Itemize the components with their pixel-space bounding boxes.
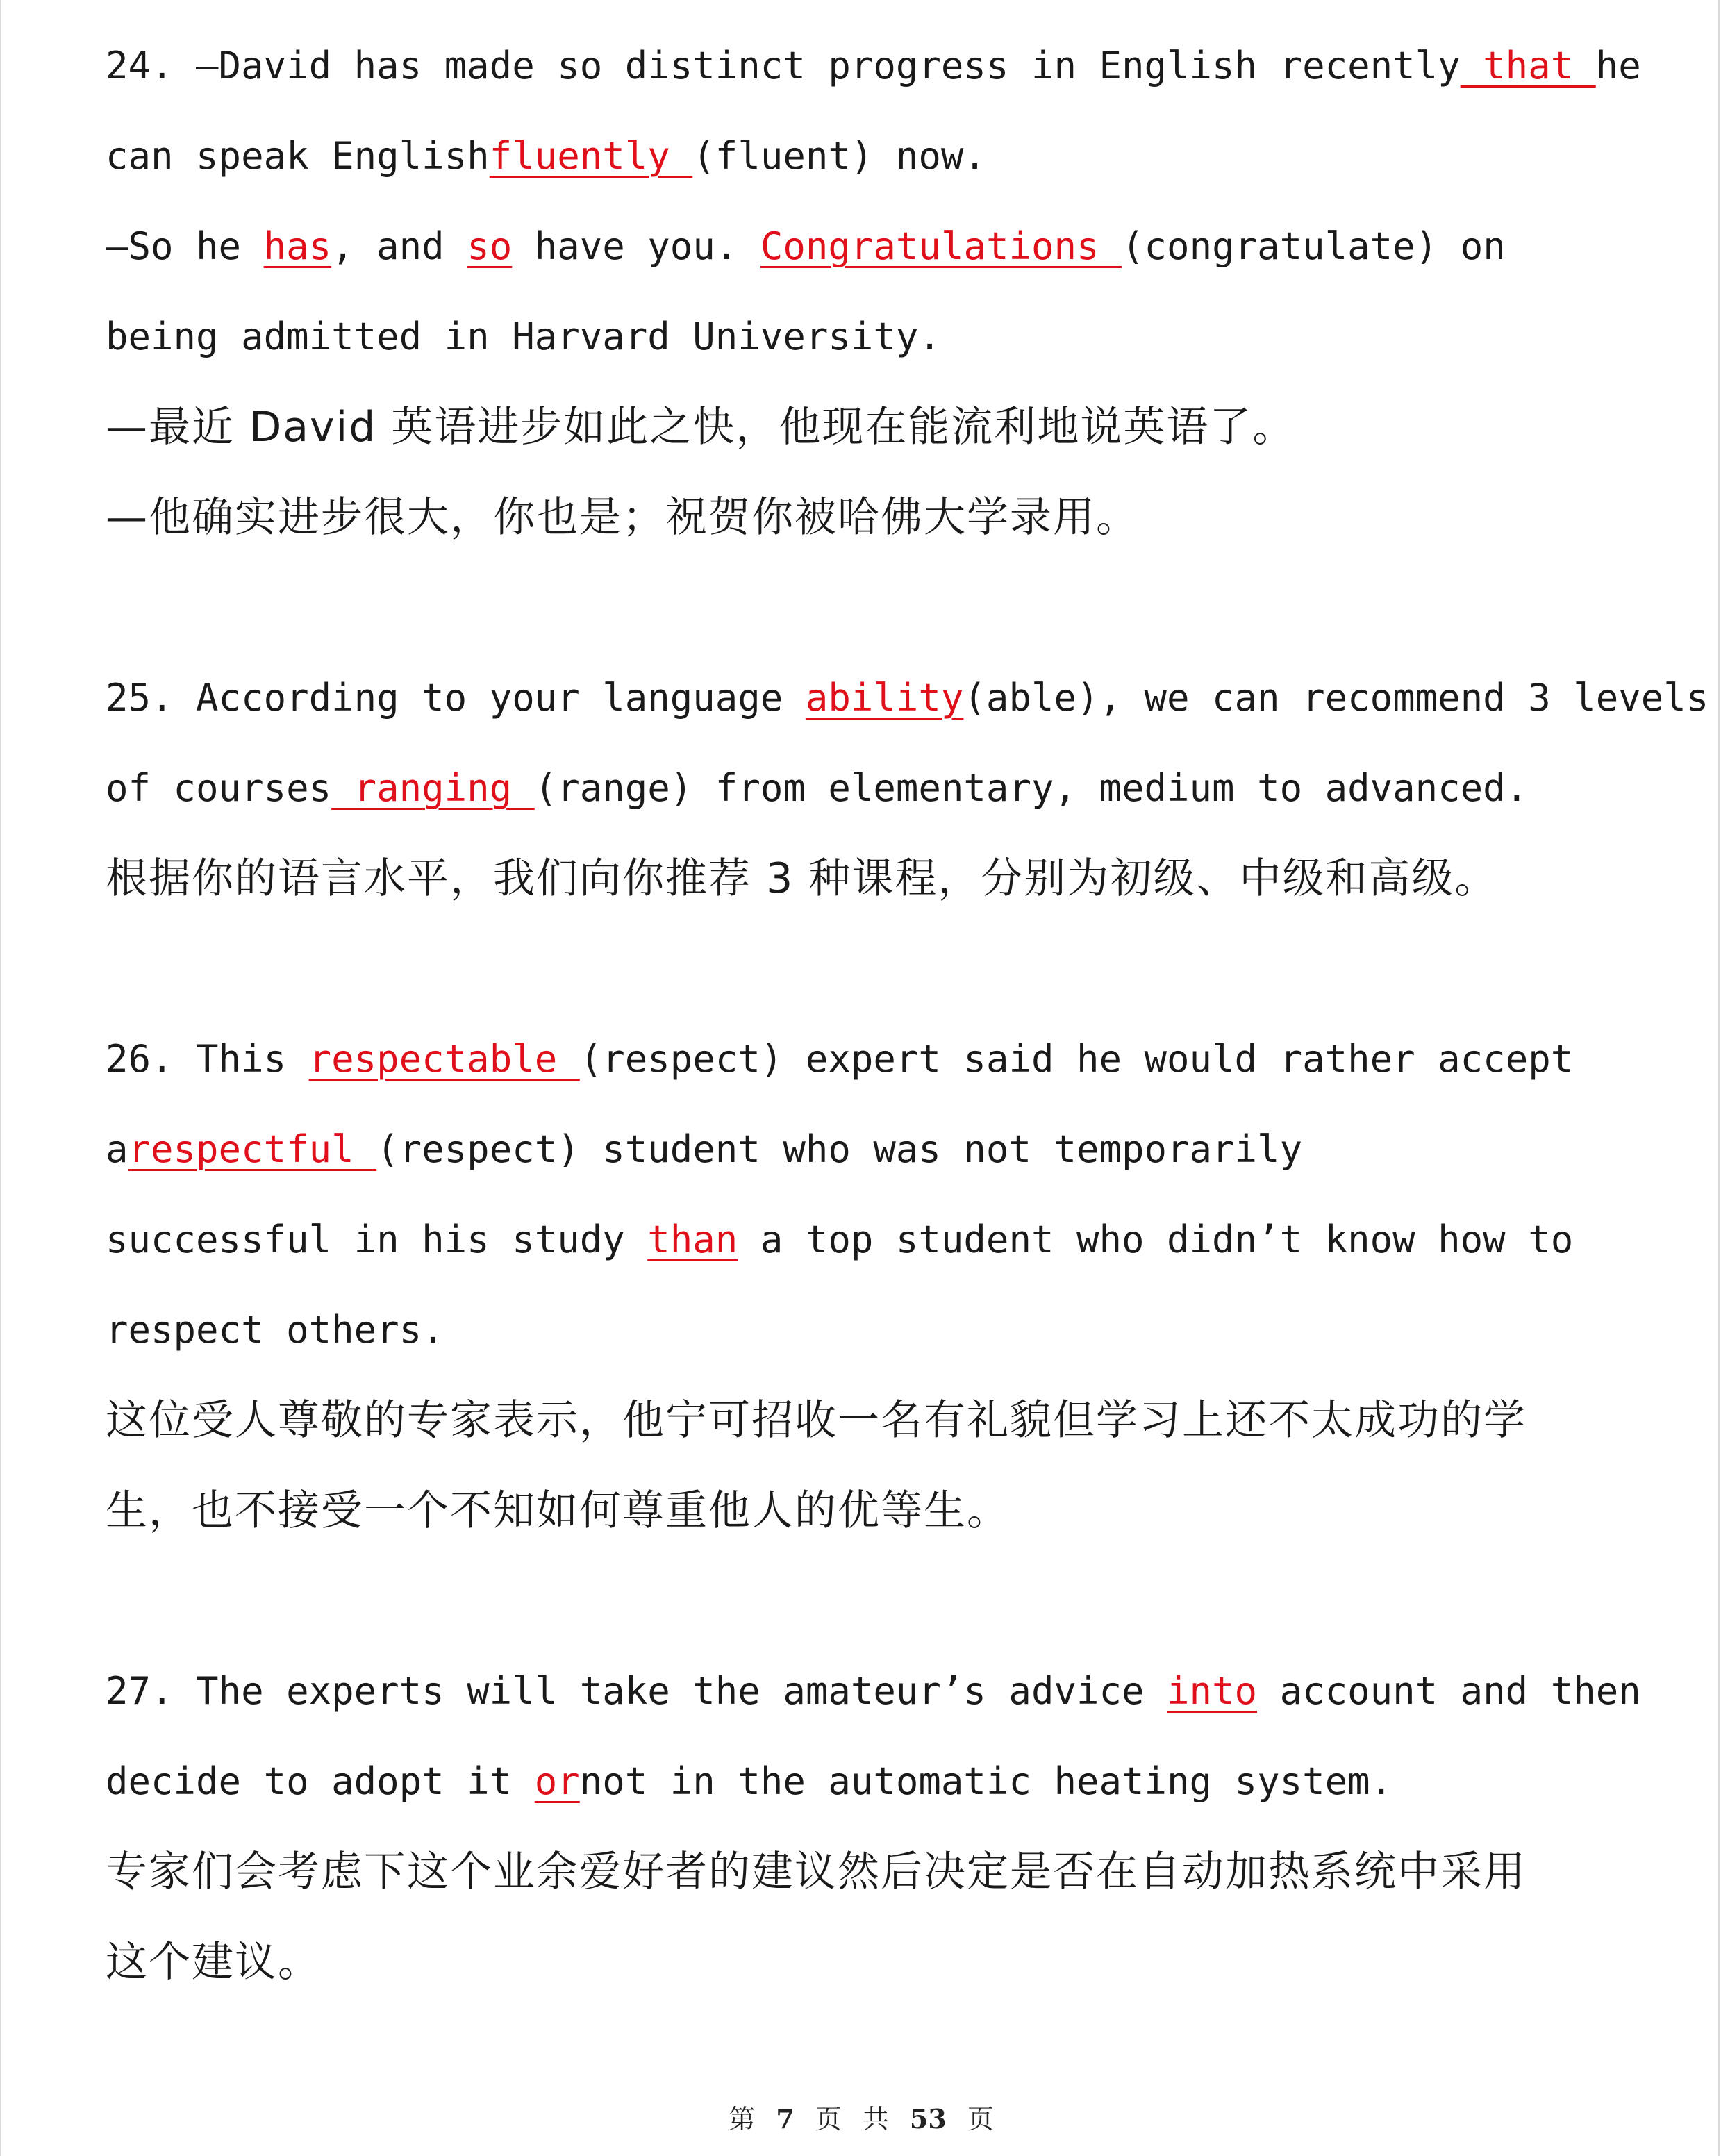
q27-translation-1: 专家们会考虑下这个业余爱好者的建议然后决定是否在自动加热系统中采用 bbox=[106, 1848, 1527, 1896]
q24-translation-2: —他确实进步很大，你也是；祝贺你被哈佛大学录用。 bbox=[106, 493, 1139, 542]
q27-line-2 bbox=[106, 1736, 1633, 1827]
spacer bbox=[106, 924, 1633, 1014]
q26-answer-respectable: respectable bbox=[308, 1037, 580, 1081]
q27-text: 27. The experts will take the amateur’s advice bbox=[106, 1669, 1167, 1713]
q26-text: (respect) student who was not temporarily bbox=[376, 1127, 1303, 1171]
q26-text: 26. This bbox=[106, 1037, 309, 1081]
q26-text: (respect) expert said he would rather accept bbox=[579, 1037, 1574, 1081]
q26-line-3 bbox=[106, 1195, 1633, 1285]
q26-line-1 bbox=[106, 1014, 1633, 1104]
q24-text: being admitted in Harvard University. bbox=[106, 315, 941, 358]
q24-answer-so: so bbox=[467, 224, 513, 268]
q24-answer-fluently: fluently bbox=[489, 134, 693, 178]
q27-translation-2: 这个建议。 bbox=[106, 1938, 321, 1987]
q24-text: —So he bbox=[106, 224, 264, 268]
page-footer bbox=[1, 2098, 1721, 2136]
q26-text: a top student who didn’t know how to bbox=[738, 1218, 1574, 1261]
q25-line-2 bbox=[106, 743, 1633, 834]
q24-line-2 bbox=[106, 111, 1633, 201]
q25-answer-ability: ability bbox=[805, 676, 964, 720]
q25-text: (range) from elementary, medium to advanced. bbox=[534, 766, 1529, 810]
q24-text: 24. —David has made so distinct progress in English recently bbox=[106, 44, 1461, 88]
q24-text: (congratulate) on bbox=[1122, 224, 1506, 268]
q25-line-1 bbox=[106, 653, 1709, 743]
q24-answer-has: has bbox=[263, 224, 332, 268]
q25-text: of courses bbox=[106, 766, 332, 810]
q25-text: 25. According to your language bbox=[106, 676, 806, 720]
footer-text: 页 bbox=[967, 2104, 994, 2134]
q24-text: have you. bbox=[512, 224, 760, 268]
footer-text: 页 共 bbox=[815, 2104, 889, 2134]
q26-text: respect others. bbox=[106, 1308, 444, 1352]
q26-line-4 bbox=[106, 1285, 1633, 1375]
spacer bbox=[106, 563, 1633, 653]
q26-translation-2: 生，也不接受一个不知如何尊重他人的优等生。 bbox=[106, 1486, 1010, 1535]
q26-answer-respectful: respectful bbox=[128, 1127, 377, 1171]
q25-text: (able), we can recommend 3 levels bbox=[963, 676, 1709, 720]
q27-text: account and then bbox=[1257, 1669, 1641, 1713]
q24-line-3 bbox=[106, 201, 1633, 292]
document-content bbox=[106, 21, 1709, 2007]
q24-answer-congratulations: Congratulations bbox=[760, 224, 1122, 268]
page-number: 7 bbox=[776, 2103, 795, 2134]
q25-translation-1: 根据你的语言水平，我们向你推荐 3 种课程，分别为初级、中级和高级。 bbox=[106, 854, 1498, 903]
q26-text: successful in his study bbox=[106, 1218, 648, 1261]
q27-text: not in the automatic heating system. bbox=[579, 1759, 1393, 1803]
q27-text: decide to adopt it bbox=[106, 1759, 535, 1803]
q25-answer-ranging: ranging bbox=[331, 766, 535, 810]
q27-line-1 bbox=[106, 1646, 1641, 1736]
q27-answer-or: or bbox=[534, 1759, 580, 1803]
q24-text: (fluent) now. bbox=[692, 134, 986, 178]
spacer bbox=[106, 1556, 1633, 1646]
q27-answer-into: into bbox=[1167, 1669, 1258, 1713]
q26-translation-1: 这位受人尊敬的专家表示，他宁可招收一名有礼貌但学习上还不太成功的学 bbox=[106, 1396, 1527, 1445]
q24-answer-that: that bbox=[1460, 44, 1596, 88]
q24-translation-1: —最近 David 英语进步如此之快，他现在能流利地说英语了。 bbox=[106, 403, 1296, 451]
q24-line-1 bbox=[106, 21, 1641, 111]
q24-text: he bbox=[1595, 44, 1641, 88]
q26-text: a bbox=[106, 1127, 128, 1171]
q26-answer-than: than bbox=[647, 1218, 738, 1261]
footer-text: 第 bbox=[729, 2104, 756, 2134]
q24-line-4 bbox=[106, 292, 1633, 382]
q26-line-2 bbox=[106, 1104, 1633, 1195]
q24-text: can speak English bbox=[106, 134, 490, 178]
q24-text: , and bbox=[331, 224, 467, 268]
page-total: 53 bbox=[909, 2103, 947, 2134]
